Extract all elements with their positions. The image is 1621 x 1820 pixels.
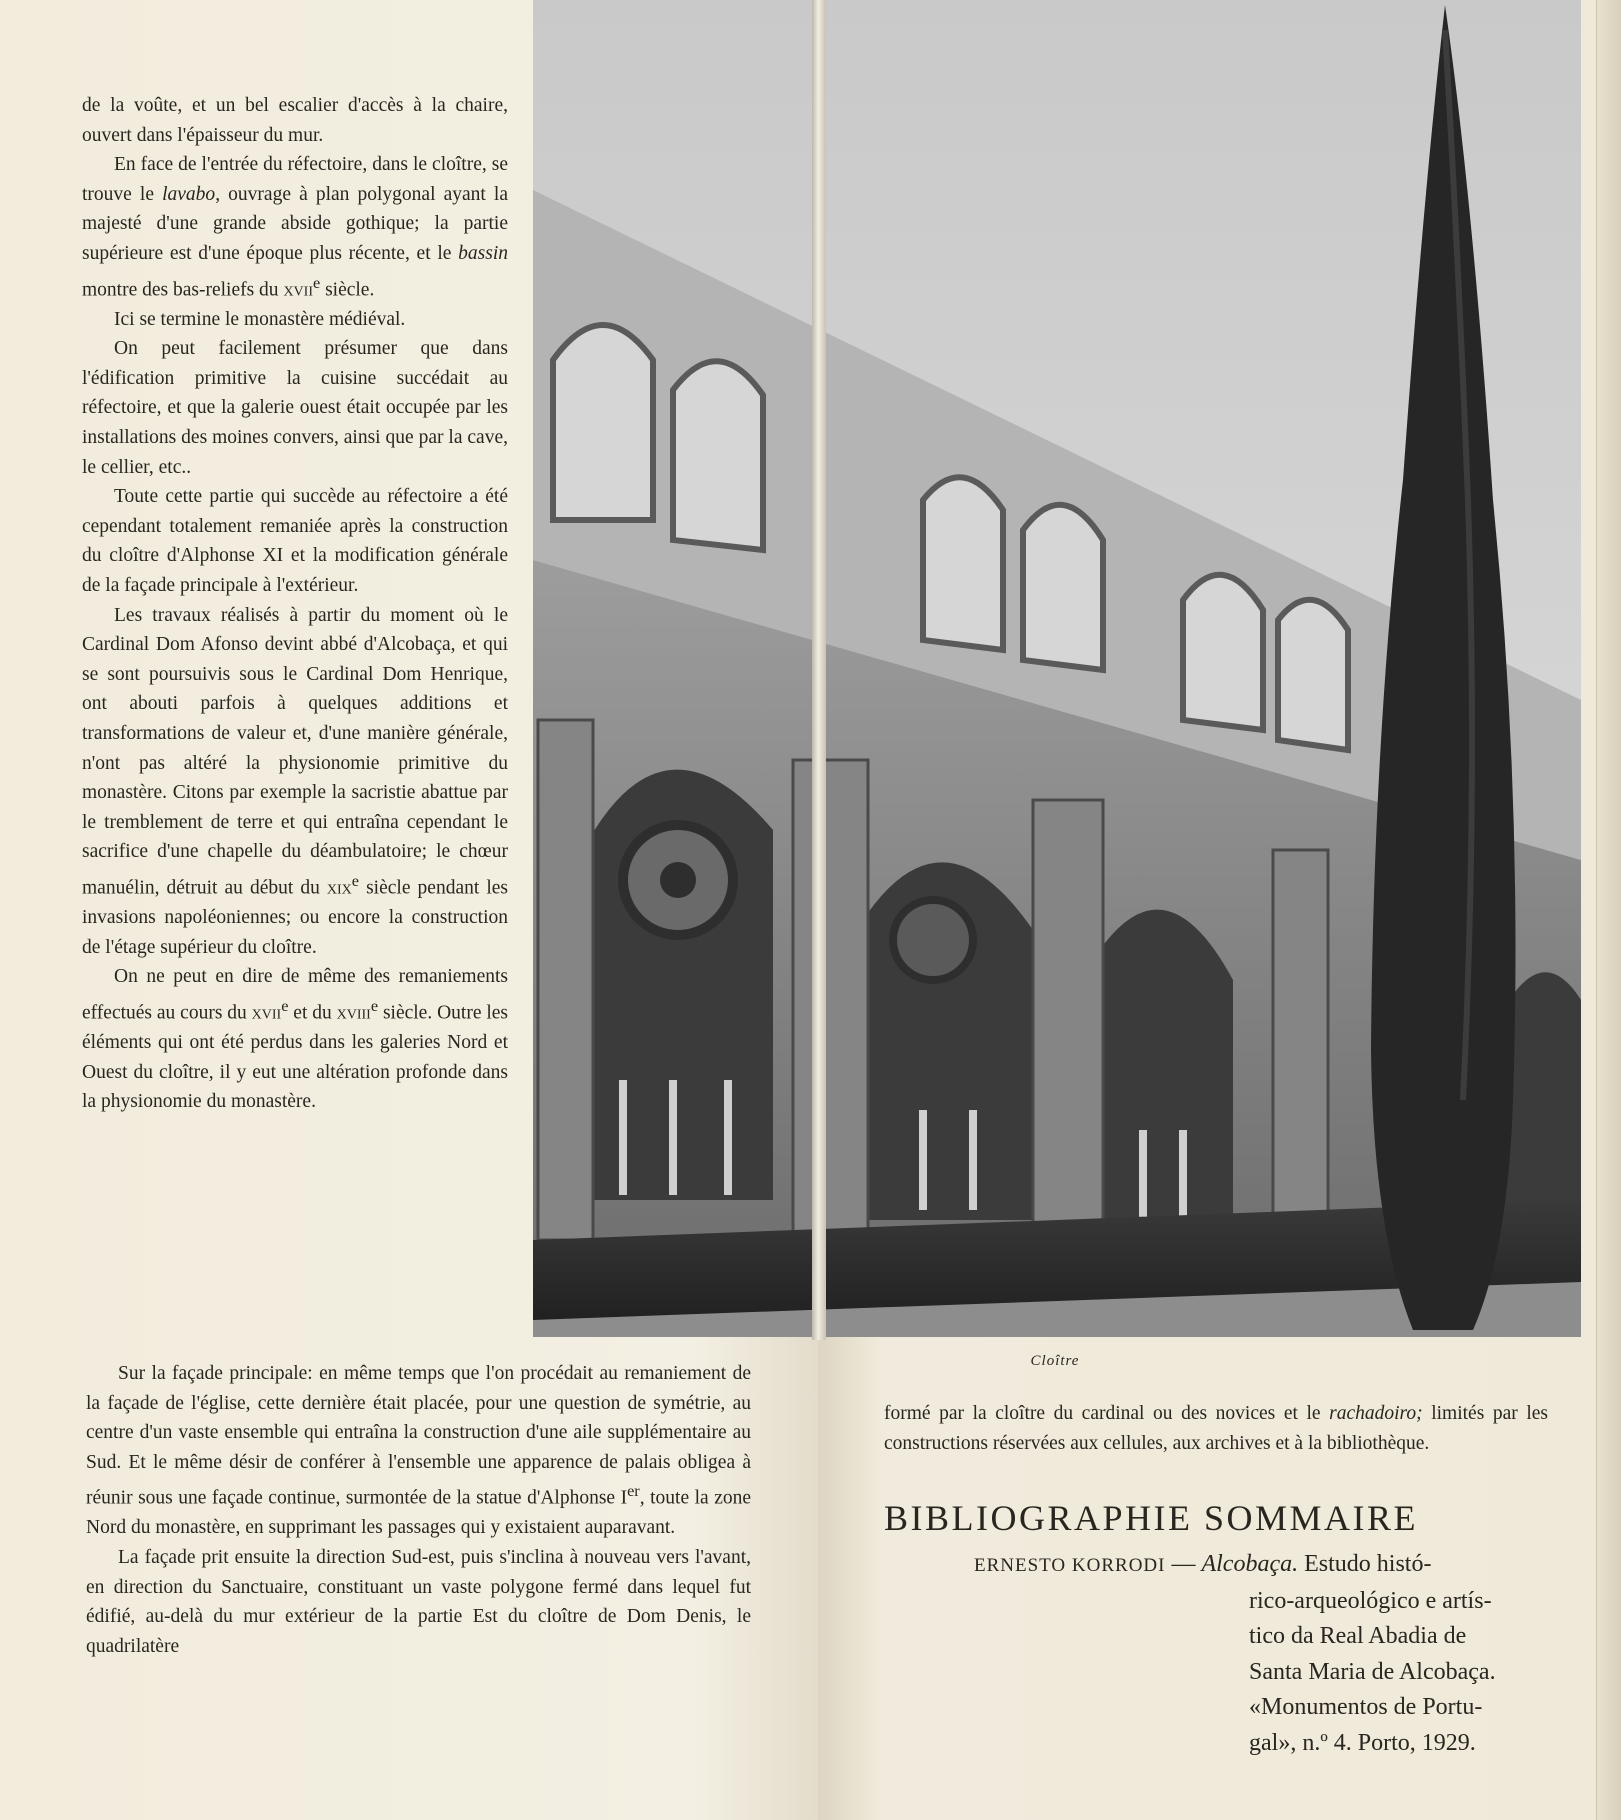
- paragraph: de la voûte, et un bel escalier d'accès à la chaire, ouvert dans l'épaisseur du mur.: [82, 95, 508, 146]
- bibliography-line: rico-arqueológico e artís-: [1249, 1587, 1492, 1614]
- paragraph: Toute cette partie qui succède au réfectoire a été cependant totalement remaniée après la construction du cloître d'Alphonse XI et la modification générale de la façade principale à l'extérieur.: [82, 486, 508, 596]
- page-edge: [1596, 0, 1621, 1820]
- bibliography-line: «Monumentos de Portu-: [1249, 1694, 1483, 1720]
- paragraph: formé par la cloître du cardinal ou des novices et le rachadoiro; limités par les constructions réservées aux cellules, aux archives et à la bibliothèque.: [884, 1403, 1548, 1454]
- bibliography-line: gal», n.º 4. Porto, 1929.: [1249, 1729, 1476, 1756]
- paragraph: On peut facilement présumer que dans l'édification primitive la cuisine succédait au réfectoire, et que la galerie ouest était occupée par les installations des moines convers, ainsi que par la cave, le cellier, etc..: [82, 338, 508, 478]
- paragraph: Sur la façade principale: en même temps que l'on procédait au remaniement de la façade de l'église, cette dernière était placée, pour une question de symétrie, au centre d'un vaste ensemble qui entraîna la construction d'une aile supplémentaire au Sud. Et le même désir de conférer à l'ensemble une apparence de palais obligea à réunir sous une façade continue, surmontée de la statue d'Alphonse Ier, toute la zone Nord du monastère, en supprimant les passages qui y existaient auparavant.: [86, 1363, 752, 1539]
- left-text-column: [82, 91, 508, 1117]
- bibliography-line: ERNESTO KORRODI — Alcobaça. Estudo histó-: [974, 1551, 1432, 1577]
- cloister-illustration: [533, 0, 1581, 1337]
- paragraph: La façade prit ensuite la direction Sud-est, puis s'inclina à nouveau vers l'avant, en direction du Sanctuaire, constituant un vaste polygone fermé dans lequel fut édifié, au-delà du mur extérieur de la partie Est du cloître de Dom Denis, le quadrilatère: [86, 1547, 751, 1657]
- paragraph: Les travaux réalisés à partir du moment où le Cardinal Dom Afonso devint abbé d'Alcobaça, et qui se sont poursuivis sous le Cardinal Dom Henrique, ont abouti parfois à quelques additions et transformations de valeur et, d'une manière générale, n'ont pas altéré la physionomie primitive du monastère. Citons par exemple la sacristie abattue par le tremblement de terre et qui entraîna cependant le sacrifice d'une chapelle du déambulatoire; le chœur manuélin, détruit au début du xix$^e$ siècle pendant les invasions napoléoniennes; ou encore la construction de l'étage supérieur du cloître.: [82, 604, 508, 958]
- right-text-column: [884, 1399, 1548, 1458]
- left-lower-text: [86, 1359, 751, 1661]
- paragraph: Ici se termine le monastère médiéval.: [114, 308, 406, 330]
- cloister-photo: [533, 0, 1581, 1337]
- bibliography-line: tico da Real Abadia de: [1249, 1623, 1467, 1649]
- bibliography-line: Santa Maria de Alcobaça.: [1249, 1658, 1496, 1685]
- bibliography-author: ERNESTO KORRODI: [974, 1555, 1166, 1576]
- bibliography-title: Alcobaça.: [1201, 1551, 1299, 1577]
- paragraph: On ne peut en dire de même des remaniements effectués au cours du xvii$^e$ et du xviii$^e$ siècle. Outre les éléments qui ont été perdus dans les galeries Nord et Ouest du cloître, il y eut une altération profonde dans la physionomie du monastère.: [82, 966, 509, 1113]
- photo-caption: Cloître: [1030, 1353, 1080, 1369]
- bibliography-entry: [974, 1547, 1549, 1761]
- bibliography-heading: BIBLIOGRAPHIE SOMMAIRE: [884, 1498, 1419, 1538]
- paragraph: En face de l'entrée du réfectoire, dans le cloître, se trouve le lavabo, ouvrage à plan polygonal ayant la majesté d'une grande abside gothique; la partie supérieure est d'une époque plus récente, et le bassin montre des bas-reliefs du xvii$^e$ siècle.: [82, 154, 509, 301]
- center-fold: [812, 0, 826, 1340]
